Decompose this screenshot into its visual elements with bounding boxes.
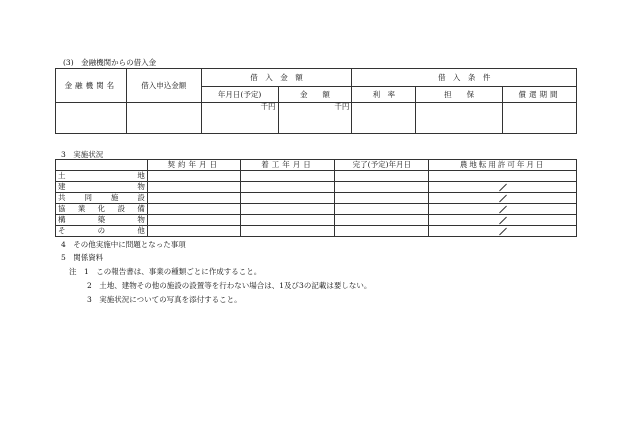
row-label: 土地 <box>56 171 148 182</box>
row-label: 共同施設 <box>56 193 148 204</box>
header-blank <box>56 160 148 171</box>
cell[interactable] <box>335 226 429 237</box>
sub-amount: 金 額 <box>278 87 352 103</box>
cell[interactable] <box>240 171 335 182</box>
cell-applied-amount[interactable] <box>126 103 201 134</box>
row-label: 構築物 <box>56 215 148 226</box>
sub-term: 償還期間 <box>503 87 577 103</box>
cell-na <box>429 226 577 237</box>
status-heading: 3 実施状況 <box>61 150 104 159</box>
cell[interactable] <box>335 171 429 182</box>
col-borrowing: 借 入 金 額 <box>201 69 352 87</box>
item-5: 5 関係資料 <box>61 253 104 262</box>
row-label: 建物 <box>56 182 148 193</box>
slash-mark <box>499 205 507 213</box>
status-table <box>55 159 577 237</box>
row-label: 協業化設備 <box>56 204 148 215</box>
col-start: 着工年月日 <box>240 160 335 171</box>
cell-amount[interactable] <box>278 103 352 134</box>
sub-date: 年月日(予定) <box>201 87 278 103</box>
cell[interactable] <box>147 226 240 237</box>
col-contract: 契約年月日 <box>147 160 240 171</box>
item-4: 4 その他実施中に問題となった事項 <box>61 240 186 249</box>
cell[interactable] <box>429 171 577 182</box>
cell[interactable] <box>335 193 429 204</box>
note-1: 注 1 この報告書は、事業の種類ごとに作成すること。 <box>69 267 262 276</box>
cell[interactable] <box>240 204 335 215</box>
slash-mark <box>499 194 507 202</box>
cell[interactable] <box>240 215 335 226</box>
unit-label: 千円 <box>334 102 350 111</box>
loans-table <box>55 68 577 134</box>
cell-rate[interactable] <box>352 103 416 134</box>
cell[interactable] <box>147 193 240 204</box>
cell[interactable] <box>240 226 335 237</box>
cell[interactable] <box>147 171 240 182</box>
cell-na <box>429 215 577 226</box>
col-completion: 完了(予定)年月日 <box>335 160 429 171</box>
slash-mark <box>499 183 507 191</box>
note-2: 2 土地、建物その他の施設の設置等を行わない場合は、1及び3の記載は要しない。 <box>87 281 372 290</box>
cell[interactable] <box>335 215 429 226</box>
cell[interactable] <box>240 193 335 204</box>
cell[interactable] <box>335 182 429 193</box>
cell-collateral[interactable] <box>416 103 503 134</box>
unit-label: 千円 <box>260 102 276 111</box>
loans-heading: (3) 金融機関からの借入金 <box>63 58 157 67</box>
note-3: 3 実施状況についての写真を添付すること。 <box>87 295 242 304</box>
cell[interactable] <box>240 182 335 193</box>
col-institution: 金融機関名 <box>56 69 127 103</box>
row-label: その他 <box>56 226 148 237</box>
slash-mark <box>499 216 507 224</box>
col-conditions: 借 入 条 件 <box>352 69 577 87</box>
cell-term[interactable] <box>503 103 577 134</box>
cell[interactable] <box>147 182 240 193</box>
sub-collateral: 担 保 <box>416 87 503 103</box>
cell-na <box>429 204 577 215</box>
cell[interactable] <box>147 204 240 215</box>
slash-mark <box>499 227 507 235</box>
cell-na <box>429 193 577 204</box>
cell-institution[interactable] <box>56 103 127 134</box>
col-applied-amount: 借入申込金額 <box>126 69 201 103</box>
cell[interactable] <box>335 204 429 215</box>
cell-na <box>429 182 577 193</box>
sub-rate: 利 率 <box>352 87 416 103</box>
cell-date[interactable] <box>201 103 278 134</box>
col-permit: 農地転用許可年月日 <box>429 160 577 171</box>
cell[interactable] <box>147 215 240 226</box>
